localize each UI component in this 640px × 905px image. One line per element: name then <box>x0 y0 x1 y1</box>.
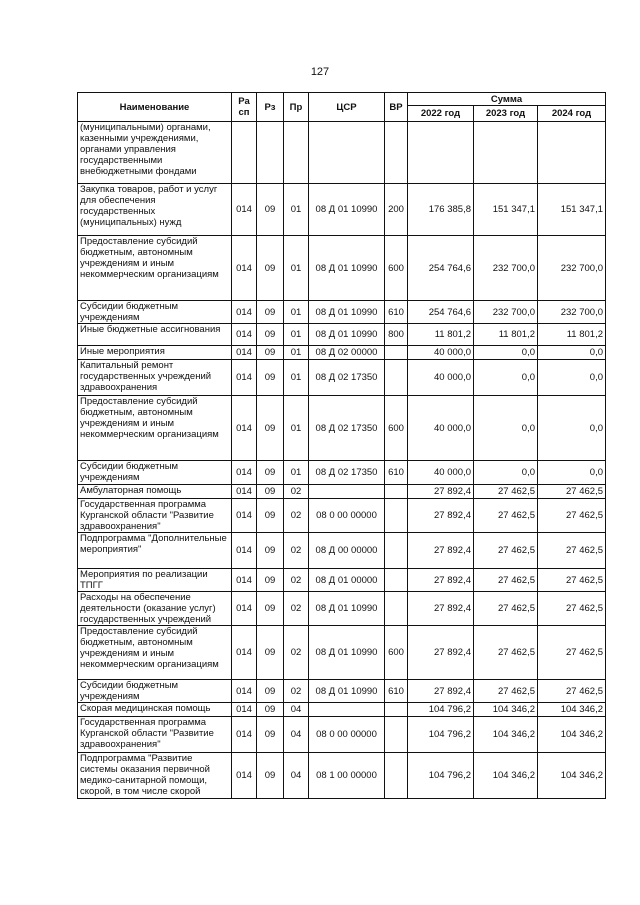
cell-2022 <box>408 122 474 184</box>
cell-2023: 27 462,5 <box>474 499 538 533</box>
header-year-2022: 2022 год <box>408 106 474 122</box>
cell-name: Подпрограмма "Развитие системы оказания первичной медико-санитарной помощи, скорой, в том числе скорой <box>78 753 232 799</box>
cell-2022: 104 796,2 <box>408 753 474 799</box>
cell-vr <box>385 499 408 533</box>
cell-2023: 0,0 <box>474 360 538 396</box>
cell-2024: 232 700,0 <box>538 301 606 324</box>
table-row <box>78 236 606 301</box>
cell-rz: 09 <box>257 396 284 461</box>
cell-vr: 610 <box>385 680 408 703</box>
cell-csr: 08 Д 02 17350 <box>309 461 385 485</box>
cell-2022: 104 796,2 <box>408 717 474 753</box>
cell-2023: 232 700,0 <box>474 236 538 301</box>
table-row <box>78 461 606 485</box>
cell-2023: 11 801,2 <box>474 324 538 346</box>
table-row <box>78 360 606 396</box>
cell-csr: 08 Д 02 17350 <box>309 360 385 396</box>
cell-pr: 04 <box>284 703 309 717</box>
cell-vr <box>385 717 408 753</box>
cell-rasp: 014 <box>232 360 257 396</box>
cell-pr: 02 <box>284 485 309 499</box>
page-number: 127 <box>310 66 330 78</box>
cell-vr <box>385 569 408 592</box>
cell-pr: 04 <box>284 717 309 753</box>
cell-2023: 0,0 <box>474 346 538 360</box>
cell-rz <box>257 122 284 184</box>
cell-2024: 104 346,2 <box>538 717 606 753</box>
cell-rz: 09 <box>257 236 284 301</box>
cell-rz: 09 <box>257 485 284 499</box>
cell-rz: 09 <box>257 717 284 753</box>
cell-rasp: 014 <box>232 499 257 533</box>
cell-name: Закупка товаров, работ и услуг для обеспечения государственных (муниципальных) нужд <box>78 184 232 236</box>
cell-pr: 01 <box>284 396 309 461</box>
cell-name: Расходы на обеспечение деятельности (оказание услуг) государственных учреждений <box>78 592 232 626</box>
cell-2024: 151 347,1 <box>538 184 606 236</box>
header-csr: ЦСР <box>309 93 385 122</box>
cell-csr: 08 Д 01 10990 <box>309 324 385 346</box>
cell-csr: 08 Д 01 10990 <box>309 592 385 626</box>
table-row <box>78 569 606 592</box>
table-row <box>78 346 606 360</box>
cell-rasp: 014 <box>232 592 257 626</box>
cell-2023: 104 346,2 <box>474 703 538 717</box>
cell-csr <box>309 485 385 499</box>
header-name: Наименование <box>78 93 232 122</box>
cell-csr: 08 Д 01 10990 <box>309 680 385 703</box>
cell-vr <box>385 533 408 569</box>
cell-vr: 200 <box>385 184 408 236</box>
cell-csr: 08 Д 02 17350 <box>309 396 385 461</box>
cell-name: Предоставление субсидий бюджетным, автономным учреждениям и иным некоммерческим организациям <box>78 236 232 301</box>
cell-2022: 40 000,0 <box>408 396 474 461</box>
table-row <box>78 592 606 626</box>
cell-vr <box>385 122 408 184</box>
table-row <box>78 753 606 799</box>
cell-vr <box>385 703 408 717</box>
header-rasp: Ра сп <box>232 93 257 122</box>
cell-2023: 0,0 <box>474 396 538 461</box>
cell-2022: 40 000,0 <box>408 360 474 396</box>
cell-2022: 254 764,6 <box>408 236 474 301</box>
cell-2023: 27 462,5 <box>474 680 538 703</box>
cell-2022: 11 801,2 <box>408 324 474 346</box>
cell-rz: 09 <box>257 569 284 592</box>
cell-pr: 01 <box>284 346 309 360</box>
cell-2022: 27 892,4 <box>408 626 474 680</box>
cell-2024: 0,0 <box>538 396 606 461</box>
cell-csr: 08 Д 00 00000 <box>309 533 385 569</box>
table-row <box>78 533 606 569</box>
cell-2024: 27 462,5 <box>538 533 606 569</box>
cell-rz: 09 <box>257 626 284 680</box>
cell-2024: 11 801,2 <box>538 324 606 346</box>
cell-name: Субсидии бюджетным учреждениям <box>78 461 232 485</box>
cell-2024: 27 462,5 <box>538 569 606 592</box>
header-vr: ВР <box>385 93 408 122</box>
table-row <box>78 703 606 717</box>
cell-rasp: 014 <box>232 680 257 703</box>
cell-2022: 254 764,6 <box>408 301 474 324</box>
cell-pr: 02 <box>284 626 309 680</box>
cell-csr: 08 0 00 00000 <box>309 717 385 753</box>
cell-rz: 09 <box>257 703 284 717</box>
cell-2022: 27 892,4 <box>408 499 474 533</box>
cell-rasp: 014 <box>232 346 257 360</box>
cell-rasp <box>232 122 257 184</box>
cell-vr <box>385 485 408 499</box>
cell-pr: 01 <box>284 236 309 301</box>
cell-2023 <box>474 122 538 184</box>
cell-2024: 27 462,5 <box>538 680 606 703</box>
cell-pr: 01 <box>284 184 309 236</box>
cell-csr: 08 Д 01 10990 <box>309 236 385 301</box>
cell-vr <box>385 592 408 626</box>
cell-2024: 0,0 <box>538 461 606 485</box>
cell-csr: 08 Д 02 00000 <box>309 346 385 360</box>
cell-2023: 27 462,5 <box>474 626 538 680</box>
cell-2023: 104 346,2 <box>474 717 538 753</box>
cell-name: Подпрограмма "Дополнительные мероприятия" <box>78 533 232 569</box>
cell-vr: 800 <box>385 324 408 346</box>
cell-2023: 27 462,5 <box>474 533 538 569</box>
table-row <box>78 485 606 499</box>
cell-name: Субсидии бюджетным учреждениям <box>78 680 232 703</box>
cell-name: (муниципальными) органами, казенными учреждениями, органами управления государственными внебюджетными фондами <box>78 122 232 184</box>
cell-vr: 600 <box>385 236 408 301</box>
cell-rz: 09 <box>257 324 284 346</box>
table-row <box>78 184 606 236</box>
budget-table <box>77 92 606 799</box>
cell-2024: 27 462,5 <box>538 499 606 533</box>
cell-rz: 09 <box>257 533 284 569</box>
cell-pr: 02 <box>284 680 309 703</box>
cell-rasp: 014 <box>232 533 257 569</box>
cell-pr: 02 <box>284 499 309 533</box>
cell-vr <box>385 753 408 799</box>
cell-2022: 27 892,4 <box>408 485 474 499</box>
table-body <box>78 122 606 799</box>
cell-2023: 104 346,2 <box>474 753 538 799</box>
cell-rasp: 014 <box>232 184 257 236</box>
cell-2023: 232 700,0 <box>474 301 538 324</box>
cell-2023: 27 462,5 <box>474 485 538 499</box>
cell-vr <box>385 360 408 396</box>
cell-vr: 610 <box>385 301 408 324</box>
cell-2023: 27 462,5 <box>474 592 538 626</box>
cell-name: Амбулаторная помощь <box>78 485 232 499</box>
table-row <box>78 324 606 346</box>
cell-2024: 232 700,0 <box>538 236 606 301</box>
table-row <box>78 717 606 753</box>
cell-csr <box>309 122 385 184</box>
cell-2022: 176 385,8 <box>408 184 474 236</box>
cell-2024: 104 346,2 <box>538 703 606 717</box>
table-row <box>78 626 606 680</box>
cell-rz: 09 <box>257 184 284 236</box>
cell-2024: 0,0 <box>538 346 606 360</box>
cell-rz: 09 <box>257 499 284 533</box>
cell-rz: 09 <box>257 301 284 324</box>
cell-pr: 01 <box>284 301 309 324</box>
cell-name: Капитальный ремонт государственных учреждений здравоохранения <box>78 360 232 396</box>
table-row <box>78 301 606 324</box>
header-year-2024: 2024 год <box>538 106 606 122</box>
cell-2024: 27 462,5 <box>538 626 606 680</box>
cell-name: Государственная программа Курганской области "Развитие здравоохранения" <box>78 717 232 753</box>
table-row <box>78 396 606 461</box>
cell-csr <box>309 703 385 717</box>
cell-rz: 09 <box>257 753 284 799</box>
cell-2024: 104 346,2 <box>538 753 606 799</box>
cell-name: Субсидии бюджетным учреждениям <box>78 301 232 324</box>
header-rz: Рз <box>257 93 284 122</box>
cell-rasp: 014 <box>232 626 257 680</box>
cell-pr: 02 <box>284 569 309 592</box>
cell-2023: 27 462,5 <box>474 569 538 592</box>
cell-name: Мероприятия по реализации ТПГГ <box>78 569 232 592</box>
cell-pr: 01 <box>284 360 309 396</box>
cell-vr: 610 <box>385 461 408 485</box>
cell-vr <box>385 346 408 360</box>
cell-csr: 08 Д 01 00000 <box>309 569 385 592</box>
cell-2024: 27 462,5 <box>538 592 606 626</box>
cell-pr: 04 <box>284 753 309 799</box>
cell-name: Иные бюджетные ассигнования <box>78 324 232 346</box>
cell-rz: 09 <box>257 360 284 396</box>
cell-rasp: 014 <box>232 485 257 499</box>
cell-rasp: 014 <box>232 717 257 753</box>
table-row <box>78 680 606 703</box>
cell-rasp: 014 <box>232 396 257 461</box>
cell-csr: 08 Д 01 10990 <box>309 626 385 680</box>
cell-rz: 09 <box>257 461 284 485</box>
cell-vr: 600 <box>385 626 408 680</box>
cell-2022: 27 892,4 <box>408 592 474 626</box>
header-pr: Пр <box>284 93 309 122</box>
cell-2022: 40 000,0 <box>408 346 474 360</box>
cell-rasp: 014 <box>232 703 257 717</box>
cell-rasp: 014 <box>232 753 257 799</box>
cell-vr: 600 <box>385 396 408 461</box>
cell-rz: 09 <box>257 680 284 703</box>
cell-2024: 27 462,5 <box>538 485 606 499</box>
header-year-2023: 2023 год <box>474 106 538 122</box>
cell-2024: 0,0 <box>538 360 606 396</box>
cell-2023: 151 347,1 <box>474 184 538 236</box>
cell-csr: 08 0 00 00000 <box>309 499 385 533</box>
cell-rasp: 014 <box>232 301 257 324</box>
cell-pr <box>284 122 309 184</box>
cell-rasp: 014 <box>232 324 257 346</box>
table-row <box>78 499 606 533</box>
cell-csr: 08 1 00 00000 <box>309 753 385 799</box>
table-row <box>78 122 606 184</box>
cell-name: Предоставление субсидий бюджетным, автономным учреждениям и иным некоммерческим организациям <box>78 396 232 461</box>
cell-rz: 09 <box>257 346 284 360</box>
table-header <box>78 93 606 122</box>
cell-csr: 08 Д 01 10990 <box>309 184 385 236</box>
cell-name: Скорая медицинская помощь <box>78 703 232 717</box>
cell-name: Иные мероприятия <box>78 346 232 360</box>
cell-2022: 27 892,4 <box>408 569 474 592</box>
cell-rasp: 014 <box>232 461 257 485</box>
cell-pr: 02 <box>284 533 309 569</box>
cell-rasp: 014 <box>232 569 257 592</box>
cell-name: Предоставление субсидий бюджетным, автономным учреждениям и иным некоммерческим организациям <box>78 626 232 680</box>
cell-pr: 02 <box>284 592 309 626</box>
cell-rz: 09 <box>257 592 284 626</box>
header-sum: Сумма <box>408 93 606 106</box>
cell-name: Государственная программа Курганской области "Развитие здравоохранения" <box>78 499 232 533</box>
cell-2022: 40 000,0 <box>408 461 474 485</box>
cell-2022: 104 796,2 <box>408 703 474 717</box>
cell-rasp: 014 <box>232 236 257 301</box>
cell-2023: 0,0 <box>474 461 538 485</box>
cell-pr: 01 <box>284 324 309 346</box>
cell-csr: 08 Д 01 10990 <box>309 301 385 324</box>
cell-2024 <box>538 122 606 184</box>
cell-pr: 01 <box>284 461 309 485</box>
cell-2022: 27 892,4 <box>408 533 474 569</box>
cell-2022: 27 892,4 <box>408 680 474 703</box>
